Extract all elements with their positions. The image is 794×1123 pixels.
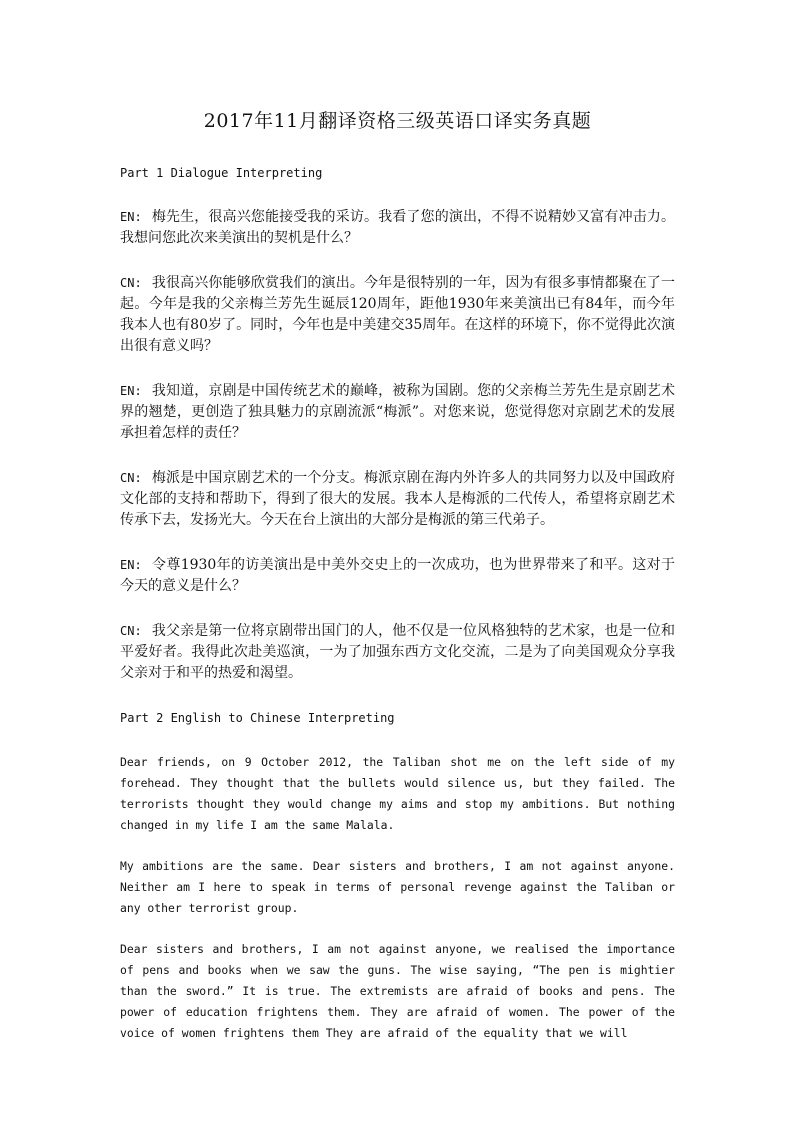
part2-heading: Part 2 English to Chinese Interpreting <box>120 711 395 725</box>
part1-heading: Part 1 Dialogue Interpreting <box>120 166 323 180</box>
dialogue-item <box>120 207 675 249</box>
speech-paragraph: Dear sisters and brothers, I am not against anyone, we realised the importance of pens and books when we saw the guns. The wise saying, “The pen is mightier than the sword.” It is true. The extremists are afraid of books and pens. The power of education frightens them. They are afraid of women. The power of the voice of women frightens them They are afraid of the equality that we will <box>120 942 675 1040</box>
speech-body <box>120 752 675 1044</box>
dialogue-speaker: CN: <box>120 471 142 485</box>
document-page <box>120 106 675 1064</box>
dialogue-text: 梅派是中国京剧艺术的一个分支。梅派京剧在海内外许多人的共同努力以及中国政府文化部的支持和帮助下，得到了很大的发展。我本人是梅派的二代传人，希望将京剧艺术传承下去，发扬光大。今天在台上演出的大部分是梅派的第三代弟子。 <box>120 470 675 528</box>
dialogue-item <box>120 381 675 444</box>
speech-paragraph: Dear friends, on 9 October 2012, the Taliban shot me on the left side of my forehead. They thought that the bullets would silence us, but they failed. The terrorists thought they would change my aims and stop my ambitions. But nothing changed in my life I am the same Malala. <box>120 755 675 832</box>
dialogue-text: 令尊1930年的访美演出是中美外交史上的一次成功，也为世界带来了和平。这对于今天的意义是什么？ <box>120 557 675 594</box>
dialogue-item <box>120 621 675 684</box>
dialogue-speaker: EN: <box>120 558 142 572</box>
dialogue-text: 梅先生，很高兴您能接受我的采访。我看了您的演出，不得不说精妙又富有冲击力。我想问您此次来美演出的契机是什么？ <box>120 209 675 246</box>
dialogue-speaker: EN: <box>120 384 142 398</box>
dialogue-item <box>120 273 675 357</box>
dialogue-item <box>120 555 675 597</box>
document-title: 2017年11月翻译资格三级英语口译实务真题 <box>203 110 592 132</box>
dialogue-text: 我知道，京剧是中国传统艺术的巅峰，被称为国剧。您的父亲梅兰芳先生是京剧艺术界的翘楚，更创造了独具魅力的京剧流派“梅派”。对您来说，您觉得您对京剧艺术的发展承担着怎样的责任？ <box>120 383 675 441</box>
dialogue-item <box>120 468 675 531</box>
dialogue-text: 我父亲是第一位将京剧带出国门的人，他不仅是一位风格独特的艺术家，也是一位和平爱好者。我得此次赴美巡演，一为了加强东西方文化交流，二是为了向美国观众分享我父亲对于和平的热爱和渴望。 <box>120 623 675 681</box>
speech-paragraph: My ambitions are the same. Dear sisters and brothers, I am not against anyone. Neither am I here to speak in terms of personal revenge against the Taliban or any other terrorist group. <box>120 859 675 915</box>
dialogue-list <box>120 207 675 684</box>
dialogue-text: 我很高兴你能够欣赏我们的演出。今年是很特别的一年，因为有很多事情都聚在了一起。今年是我的父亲梅兰芳先生诞辰120周年，距他1930年来美演出已有84年，而今年我本人也有80岁了。同时，今年也是中美建交35周年。在这样的环境下，你不觉得此次演出很有意义吗？ <box>120 275 675 354</box>
dialogue-speaker: CN: <box>120 276 142 290</box>
dialogue-speaker: CN: <box>120 624 142 638</box>
dialogue-speaker: EN: <box>120 210 142 224</box>
